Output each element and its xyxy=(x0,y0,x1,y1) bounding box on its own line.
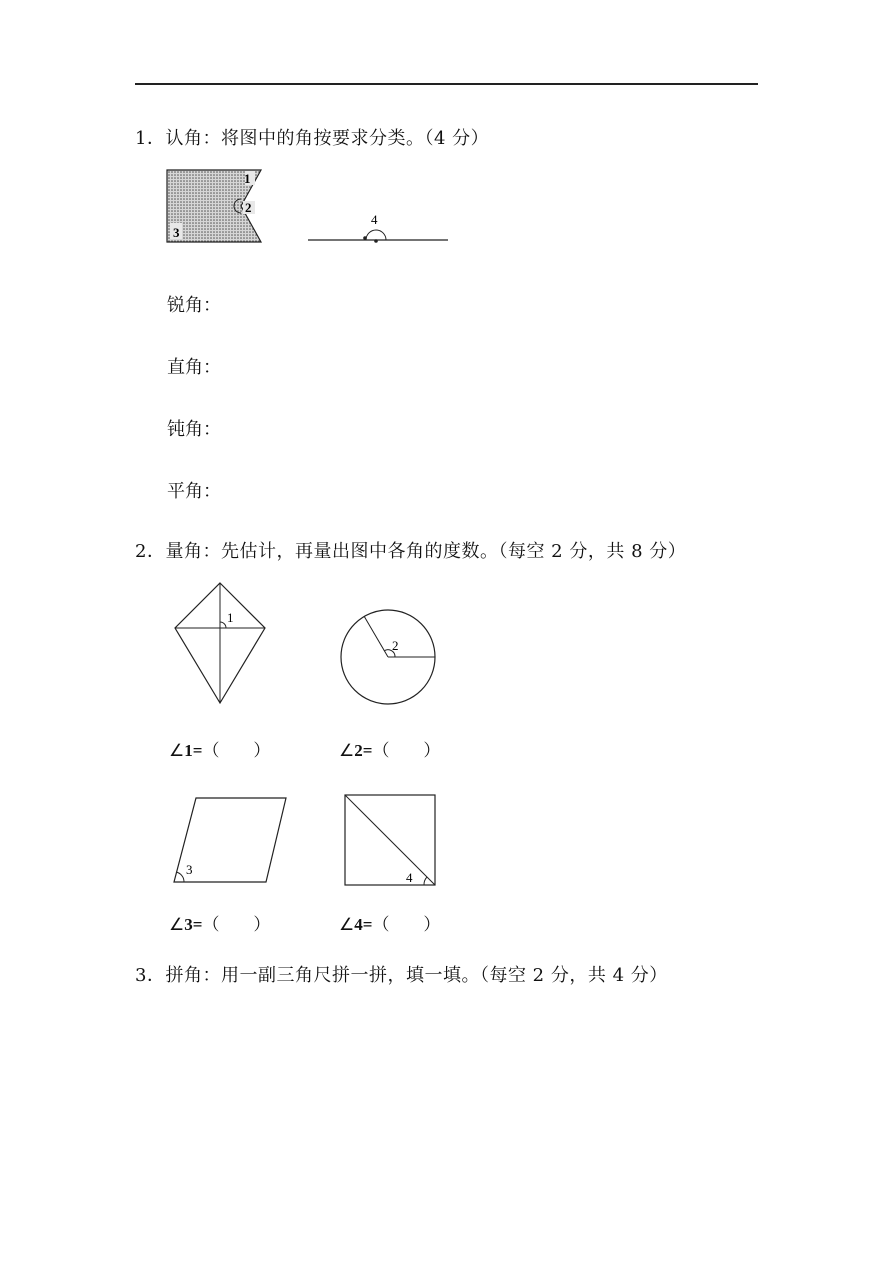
kite-angle-1-label: 1 xyxy=(227,610,234,625)
shaded-shape-figure xyxy=(165,168,275,248)
square-figure xyxy=(344,794,438,888)
straight-angle-figure xyxy=(306,210,452,246)
square-angle-4-label: 4 xyxy=(406,870,413,885)
straight-angle-label: 平角： xyxy=(167,481,221,502)
angle-1-answer: ∠1=（ ） xyxy=(169,741,271,760)
circle-angle-2-label: 2 xyxy=(392,638,399,653)
angle-2-label: 2 xyxy=(245,200,252,215)
question-3-title: 3．拼角：用一副三角尺拼一拼，填一填。（每空 2 分，共 4 分） xyxy=(135,965,668,986)
question-2-title: 2．量角：先估计，再量出图中各角的度数。（每空 2 分，共 8 分） xyxy=(135,541,687,562)
kite-figure xyxy=(172,582,268,706)
angle-1-label: 1 xyxy=(244,171,251,186)
angle-2-answer: ∠2=（ ） xyxy=(339,741,441,760)
parallelogram-figure xyxy=(172,796,290,886)
angle-4-answer: ∠4=（ ） xyxy=(339,915,441,934)
question-1-title: 1．认角：将图中的角按要求分类。（4 分） xyxy=(135,128,490,149)
angle-3-label: 3 xyxy=(173,225,180,240)
angle-4-label: 4 xyxy=(371,212,378,227)
acute-angle-label: 锐角： xyxy=(167,295,221,316)
circle-figure xyxy=(340,607,440,707)
parallelogram-angle-3-label: 3 xyxy=(186,862,193,877)
header-rule xyxy=(135,83,758,85)
right-angle-label: 直角： xyxy=(167,357,221,378)
obtuse-angle-label: 钝角： xyxy=(167,419,221,440)
angle-3-answer: ∠3=（ ） xyxy=(169,915,271,934)
